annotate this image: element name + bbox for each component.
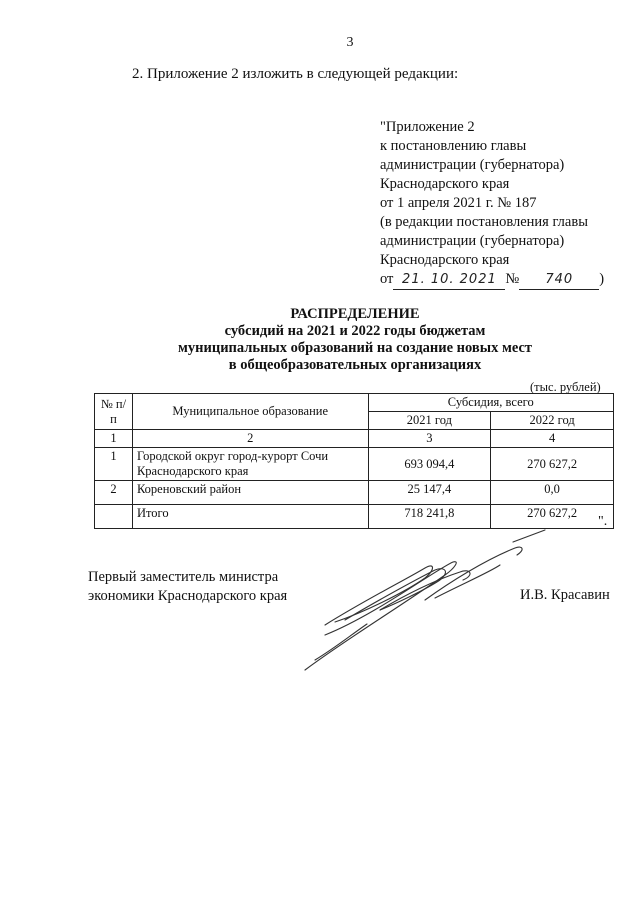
- appendix-line: Краснодарского края: [380, 252, 510, 268]
- distribution-table: [94, 393, 614, 529]
- appendix-date-line: [380, 270, 604, 290]
- instruction-text: 2. Приложение 2 изложить в следующей редакции:: [132, 66, 459, 82]
- closing-quote: ".: [598, 514, 608, 529]
- row-value-2021: 693 094,4: [368, 448, 491, 481]
- table-header-row: [95, 394, 614, 412]
- closing-paren: ): [599, 271, 605, 287]
- signatory-name: И.В. Красавин: [520, 587, 610, 603]
- page-number: 3: [346, 35, 354, 50]
- appendix-line: Краснодарского края: [380, 176, 510, 192]
- appendix-line: администрации (губернатора): [380, 157, 565, 173]
- title-line: субсидий на 2021 и 2022 годы бюджетам: [224, 323, 486, 339]
- appendix-line: (в редакции постановления главы: [380, 214, 588, 230]
- appendix-line: к постановлению главы: [380, 138, 527, 154]
- table-row: [95, 448, 614, 481]
- document-title: [90, 306, 620, 374]
- header-subsidy-total: Субсидия, всего: [368, 394, 614, 412]
- row-municipality: Городской округ город-курорт Сочи Краснодарского края: [132, 448, 368, 481]
- row-num: 2: [95, 481, 133, 505]
- row-value-2021: 25 147,4: [368, 481, 491, 505]
- handwritten-number: 740: [519, 270, 599, 290]
- header-municipality: Муниципальное образование: [132, 394, 368, 430]
- appendix-line: администрации (губернатора): [380, 233, 565, 249]
- title-line: муниципальных образований на создание новых мест: [178, 340, 532, 356]
- column-number: 2: [132, 430, 368, 448]
- total-value-2022: 270 627,2: [491, 505, 614, 529]
- row-value-2022: 0,0: [491, 481, 614, 505]
- number-prefix: №: [505, 271, 520, 287]
- row-num: 1: [95, 448, 133, 481]
- position-line: экономики Краснодарского края: [88, 588, 288, 604]
- total-empty-cell: [95, 505, 133, 529]
- title-line: РАСПРЕДЕЛЕНИЕ: [290, 306, 420, 322]
- position-line: Первый заместитель министра: [88, 569, 279, 585]
- total-value-2021: 718 241,8: [368, 505, 491, 529]
- handwritten-signature: [285, 520, 555, 680]
- title-line: в общеобразовательных организациях: [228, 357, 482, 373]
- header-year-2021: 2021 год: [368, 412, 491, 430]
- header-num: № п/п: [95, 394, 133, 430]
- handwritten-date: 21. 10. 2021: [393, 270, 505, 290]
- from-prefix: от: [380, 271, 394, 287]
- appendix-line: "Приложение 2: [380, 119, 475, 135]
- appendix-block: [380, 118, 604, 290]
- appendix-line: от 1 апреля 2021 г. № 187: [380, 195, 537, 211]
- column-number-row: [95, 430, 614, 448]
- column-number: 1: [95, 430, 133, 448]
- table-row: [95, 481, 614, 505]
- units-label: (тыс. рублей): [530, 380, 601, 394]
- header-year-2022: 2022 год: [491, 412, 614, 430]
- column-number: 4: [491, 430, 614, 448]
- column-number: 3: [368, 430, 491, 448]
- signatory-position: [88, 568, 287, 606]
- row-municipality: Кореновский район: [132, 481, 368, 505]
- total-label: Итого: [132, 505, 368, 529]
- row-value-2022: 270 627,2: [491, 448, 614, 481]
